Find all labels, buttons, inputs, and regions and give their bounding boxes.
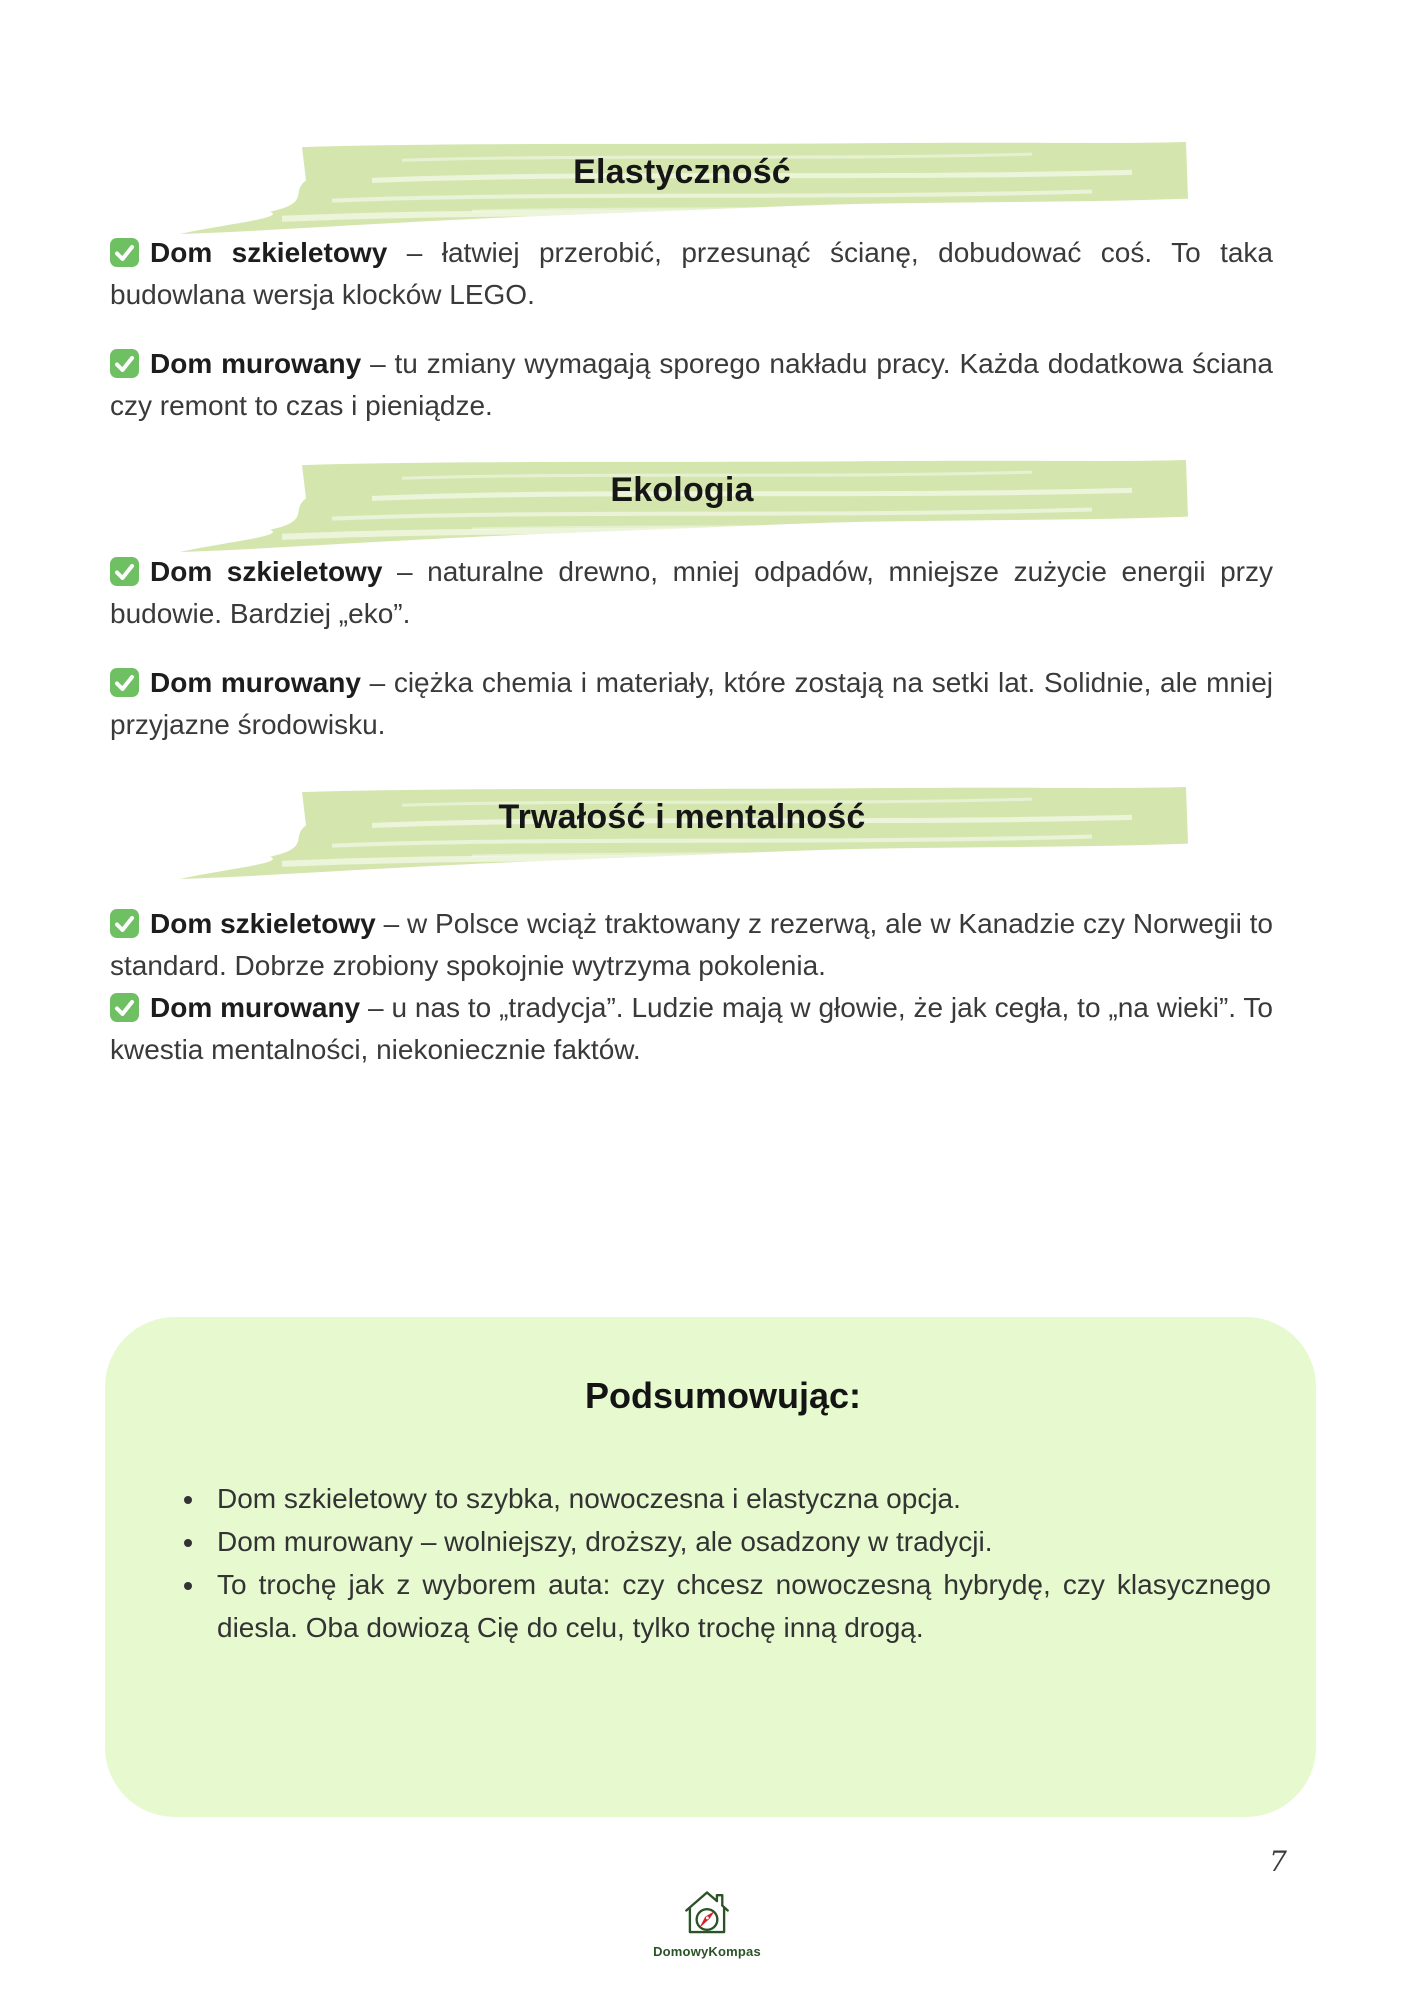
feature-text: – tu zmiany wymagają sporego nakładu pracy. Każda dodatkowa ściana czy remont to czas i pieniądze. <box>110 348 1274 421</box>
check-icon <box>110 238 139 267</box>
check-icon <box>110 557 139 586</box>
footer-logo <box>0 1888 1414 1959</box>
summary-box <box>105 1317 1316 1817</box>
summary-list <box>175 1477 1271 1649</box>
feature-text: – w Polsce wciąż traktowany z rezerwą, ale w Kanadzie czy Norwegii to standard. Dobrze zrobiony spokojnie wytrzyma pokolenia. <box>110 908 1273 981</box>
section-header-ekologia <box>172 458 1192 554</box>
section-title: Ekologia <box>610 471 754 509</box>
check-icon <box>110 909 139 938</box>
feature-text: – naturalne drewno, mniej odpadów, mniejsze zużycie energii przy budowie. Bardziej „eko”. <box>110 556 1273 629</box>
footer-logo-text: DomowyKompas <box>653 1944 761 1959</box>
feature-label: Dom murowany <box>150 348 362 379</box>
summary-bullet: • To trochę jak z wyborem auta: czy chcesz nowoczesną hybrydę, czy klasycznego diesla. Oba dowiozą Cię do celu, tylko trochę inną drogą. <box>207 1563 1271 1649</box>
check-icon <box>110 349 139 378</box>
feature-text: – łatwiej przerobić, przesunąć ścianę, dobudować coś. To taka budowlana wersja klocków LEGO. <box>110 237 1273 310</box>
section-title: Trwałość i mentalność <box>498 798 866 836</box>
feature-paragraph <box>110 343 1273 427</box>
feature-label: Dom murowany <box>150 667 361 698</box>
check-icon <box>110 993 139 1022</box>
feature-label: Dom szkieletowy <box>150 556 383 587</box>
feature-text: – ciężka chemia i materiały, które zostają na setki lat. Solidnie, ale mniej przyjazne środowisku. <box>110 667 1274 740</box>
feature-paragraph <box>110 987 1273 1071</box>
section-header-trwalosc <box>172 785 1192 881</box>
page-number: 7 <box>1269 1845 1287 1878</box>
feature-label: Dom murowany <box>150 992 361 1023</box>
feature-paragraph <box>110 551 1273 635</box>
feature-text: – u nas to „tradycja”. Ludzie mają w głowie, że jak cegła, to „na wieki”. To kwestia mentalności, niekoniecznie faktów. <box>110 992 1274 1065</box>
section-title: Elastyczność <box>573 153 791 191</box>
feature-label: Dom szkieletowy <box>150 908 376 939</box>
feature-label: Dom szkieletowy <box>150 237 388 268</box>
feature-paragraph <box>110 662 1273 746</box>
feature-paragraph <box>110 232 1273 316</box>
check-icon <box>110 668 139 697</box>
summary-bullet: • Dom murowany – wolniejszy, droższy, ale osadzony w tradycji. <box>207 1520 1271 1563</box>
house-compass-icon <box>680 1888 734 1942</box>
section-header-elastycznosc <box>172 140 1192 236</box>
feature-paragraph <box>110 903 1273 987</box>
summary-bullet: • Dom szkieletowy to szybka, nowoczesna i elastyczna opcja. <box>207 1477 1271 1520</box>
summary-title: Podsumowując: <box>584 1375 862 1416</box>
